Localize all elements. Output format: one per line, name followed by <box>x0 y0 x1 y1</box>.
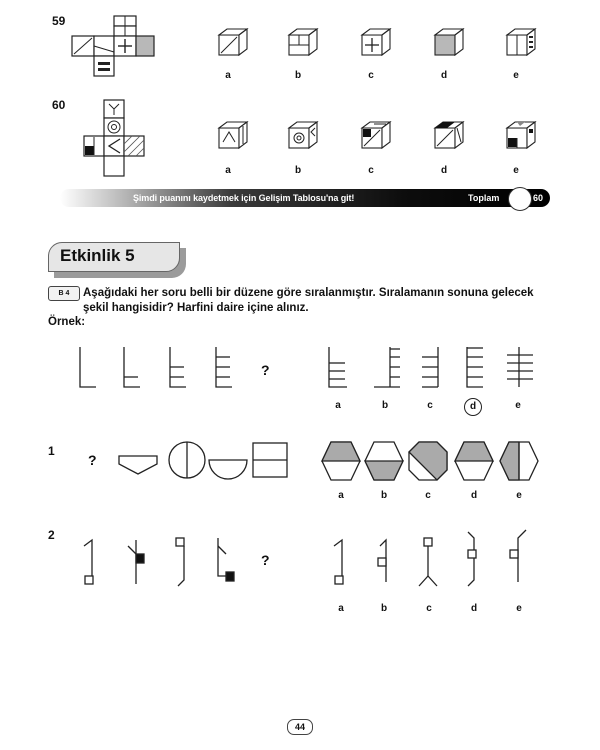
question-number-2: 2 <box>48 528 55 542</box>
question-number-59: 59 <box>52 14 66 28</box>
example-option-a[interactable] <box>325 345 351 391</box>
q1-option-c[interactable] <box>407 440 449 482</box>
option-label-59-a: a <box>225 70 231 81</box>
q2-option-a[interactable] <box>330 534 352 590</box>
q2-option-e[interactable] <box>506 526 530 588</box>
question-number-60: 60 <box>52 98 66 112</box>
cube-option-60-d[interactable] <box>433 120 465 152</box>
example-label-b: b <box>381 400 389 411</box>
q1-option-a[interactable] <box>320 440 362 482</box>
example-option-c[interactable] <box>418 345 444 391</box>
example-label-d-circled: d <box>464 398 482 416</box>
q2-label-a: a <box>338 603 344 614</box>
example-label-e: e <box>515 400 521 411</box>
option-label-59-d: d <box>440 70 448 81</box>
q1-label-d: d <box>470 490 478 501</box>
q2-option-b[interactable] <box>374 534 396 590</box>
example-label-c: c <box>427 400 433 411</box>
cube-option-59-c[interactable] <box>360 27 392 59</box>
q2-option-c[interactable] <box>416 534 442 592</box>
q1-label-e: e <box>516 490 522 501</box>
score-circle[interactable] <box>508 187 532 211</box>
q1-sequence <box>115 440 290 482</box>
example-option-e[interactable] <box>505 345 535 391</box>
q2-label-e: e <box>516 603 522 614</box>
cube-option-60-c[interactable] <box>360 120 392 152</box>
q1-option-d[interactable] <box>453 440 495 482</box>
page-number: 44 <box>287 719 313 735</box>
cube-option-59-b[interactable] <box>287 27 319 59</box>
q1-label-b: b <box>380 490 388 501</box>
example-label-a: a <box>335 400 341 411</box>
q2-label-d: d <box>470 603 478 614</box>
q1-label-c: c <box>425 490 431 501</box>
question-number-1: 1 <box>48 444 55 458</box>
total-value: 60 <box>533 193 544 203</box>
cube-option-59-d[interactable] <box>433 27 465 59</box>
option-label-60-d: d <box>440 165 448 176</box>
activity-title: Etkinlik 5 <box>60 246 135 265</box>
cube-option-59-e[interactable] <box>505 27 537 59</box>
q2-sequence <box>80 534 250 590</box>
cube-net-60 <box>80 98 156 180</box>
option-label-59-b: b <box>294 70 302 81</box>
activity-instruction: Aşağıdaki her soru belli bir düzene göre sıralanmıştır. Sıralamanın sonuna gelecek şekil hangisidir? Harfini daire içine alınız. <box>83 287 534 314</box>
q1-option-b[interactable] <box>363 440 405 482</box>
q2-question-mark: ? <box>261 552 270 568</box>
cube-net-59 <box>70 14 156 78</box>
option-label-60-b: b <box>294 165 302 176</box>
example-option-d[interactable] <box>463 345 489 391</box>
q2-label-c: c <box>426 603 432 614</box>
option-label-59-c: c <box>368 70 374 81</box>
cube-option-60-e[interactable] <box>505 120 537 152</box>
option-label-60-c: c <box>368 165 374 176</box>
cube-option-60-b[interactable] <box>287 120 319 152</box>
q2-option-d[interactable] <box>462 528 484 590</box>
banner-text: Şimdi puanını kaydetmek için Gelişim Tablosu'na git! <box>133 193 355 203</box>
q1-label-a: a <box>338 490 344 501</box>
example-label: Örnek: <box>48 316 86 328</box>
option-label-60-a: a <box>225 165 231 176</box>
option-label-60-e: e <box>513 165 519 176</box>
q1-question-mark: ? <box>88 452 97 468</box>
example-question-mark: ? <box>261 362 270 378</box>
example-sequence <box>70 345 250 391</box>
cube-option-59-a[interactable] <box>217 27 249 59</box>
total-label: Toplam <box>468 193 500 203</box>
book-icon: B 4 <box>48 286 80 301</box>
example-option-b[interactable] <box>372 345 402 391</box>
option-label-59-e: e <box>513 70 519 81</box>
q2-label-b: b <box>380 603 388 614</box>
q1-option-e[interactable] <box>498 440 540 482</box>
cube-option-60-a[interactable] <box>217 120 249 152</box>
